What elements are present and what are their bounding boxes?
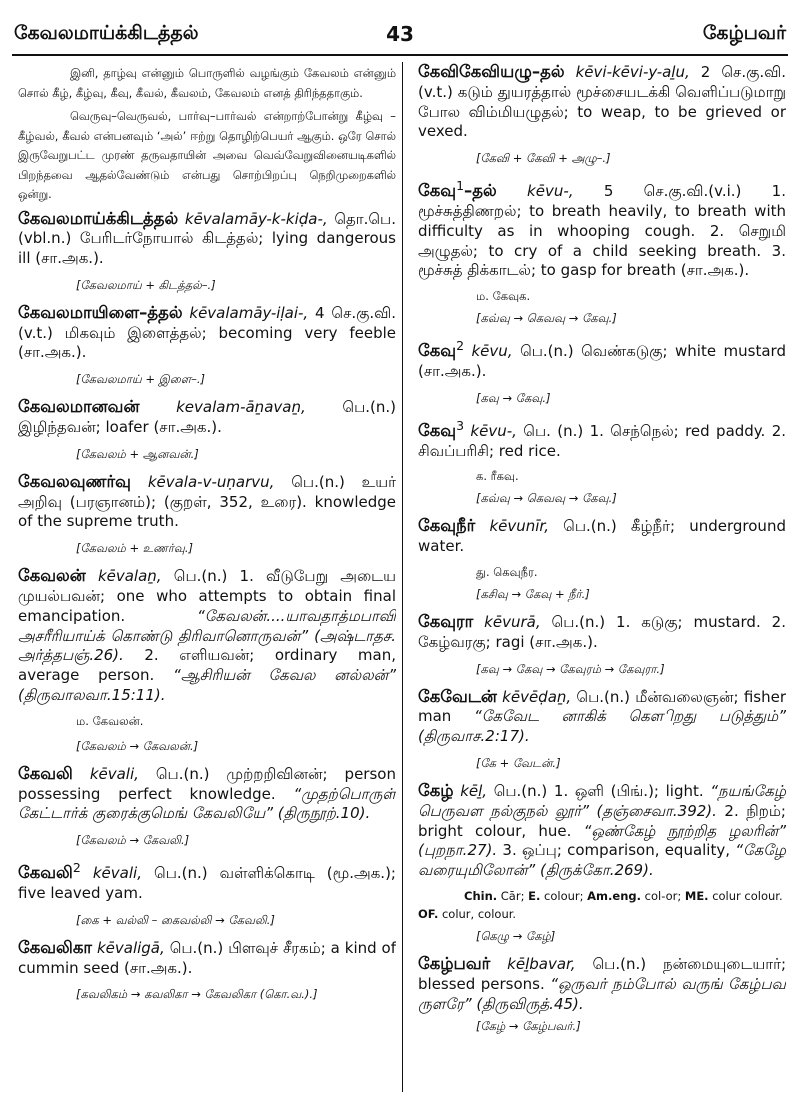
etymology: [கேவலம் + உணர்வு.]	[76, 541, 193, 556]
cognate-form: colour;	[544, 888, 584, 903]
headword: கேவு	[418, 341, 457, 361]
definition: 2 செ.கு.வி.(v.t.) கடும் துயரத்தால் மூச்சையடக்கி வெளிப்படுமாறு போல விம்மியழுதல்; to weap, to be grieved or vexed.	[418, 63, 786, 141]
citation-source: (புறநா.27).	[418, 841, 498, 860]
citation-quote: “நயங்கேழ் பெருவள நல்குநல் லூர்”	[418, 781, 786, 820]
homonym-number: 2	[456, 338, 465, 354]
cognate-form: col-or;	[644, 888, 682, 903]
transliteration: kēvalaṉ,	[97, 567, 162, 586]
cognate: ம. கேவலன்.	[76, 713, 144, 728]
definition: பெ.(n.) நன்மையுடையார்; blessed persons.	[418, 954, 786, 993]
dictionary-entry	[418, 516, 786, 557]
definition: பெ.(n.) மீன்வலைஞன்; fisher man	[418, 687, 786, 726]
headword: கேழ்	[418, 780, 454, 800]
header-rule	[12, 54, 788, 56]
transliteration: kēvu,	[471, 342, 513, 361]
dictionary-entry	[18, 397, 396, 438]
etymology: [கேவலம் + ஆனவன்.]	[76, 446, 199, 461]
dictionary-entry	[18, 472, 396, 532]
cognate-form: Cār;	[500, 888, 525, 903]
definition: 2. நிறம்; bright colour, hue.	[418, 801, 786, 840]
etymology: [கவு → கேவு.]	[476, 390, 551, 405]
headword: கேவுநீர்	[418, 516, 476, 536]
etymology: [கேழ் → கேழ்பவர்.]	[476, 1019, 581, 1034]
page-number: 43	[386, 22, 414, 46]
dictionary-entry	[418, 781, 786, 881]
citation-source: (அஷ்டாதச. அர்த்தபஞ்.26).	[18, 626, 396, 665]
cognate: ம. கேவுக.	[476, 289, 531, 304]
definition: பெ.(n.) 1. ஒளி (பிங்.); light.	[493, 781, 704, 800]
lang-abbr: Chin.	[464, 888, 498, 903]
headword: கேவலமானவன்	[18, 397, 140, 417]
headword: கேழ்பவர்	[418, 953, 491, 973]
dictionary-entry	[18, 764, 396, 824]
transliteration: kēvi-kēvi-y-aḻu,	[575, 63, 690, 81]
homonym-number: 1	[456, 178, 465, 194]
citation-quote: “கேவலன்....யாவதாத்மபாவி அசரீரியாய்க் கொண்டு திரிவானொருவன்”	[18, 606, 396, 645]
dictionary-entry	[418, 62, 786, 142]
dictionary-entry	[18, 566, 396, 706]
dictionary-entry	[418, 176, 786, 281]
definition: பெ.(n.) 1. கடுகு; mustard. 2. கேழ்வரகு; ragi (சா.அக.).	[418, 612, 786, 651]
etymology: [கை + வல்லி – கைவல்லி → கேவலி.]	[76, 912, 275, 927]
dictionary-entry	[418, 416, 786, 462]
citation-source: (திருவாச.2:17).	[418, 727, 530, 746]
headword: கேவேடன்	[418, 686, 497, 706]
etymology: [கசிவு → கேவு + நீர்.]	[476, 586, 590, 601]
header-left-guide-word: கேவலமாய்க்கிடத்தல்	[14, 22, 199, 44]
lang-abbr: E.	[528, 888, 541, 903]
citation-source: (திருக்கோ.269).	[539, 861, 654, 880]
citation-source: (தஞ்சைவா.392).	[596, 801, 717, 820]
headword: கேவலமாயிளை–த்தல்	[18, 302, 183, 322]
right-column	[418, 62, 786, 1044]
definition: பெ.(n.) 1. வீடுபேறு அடைய முயல்பவன்; one who attempts to obtain final emancipation.	[18, 567, 396, 625]
lang-abbr: OF.	[418, 906, 439, 921]
lang-abbr: Am.eng.	[587, 888, 641, 903]
cognate: க. ரீகவு.	[476, 469, 519, 484]
etymology: [கெழு → கேழ்]	[476, 928, 556, 943]
transliteration: kēvēḍaṉ,	[502, 687, 572, 706]
definition: 3. ஒப்பு; comparison, equality,	[502, 841, 730, 860]
definition: பெ. (n.) 1. செந்நெல்; red paddy. 2. சிவப்பரிசி; red rice.	[418, 421, 786, 460]
headword: கேவு	[418, 420, 457, 440]
etymology: [கேவலமாய் + கிடத்தல்–.]	[76, 277, 216, 292]
cognate	[418, 887, 786, 923]
dictionary-entry	[18, 938, 396, 979]
transliteration: kēvalamāy-k-kiḍa-,	[184, 209, 328, 228]
homonym-number: 3	[456, 417, 465, 433]
transliteration: kēvalamāy-iḷai-,	[189, 303, 309, 322]
etymology-note: இனி, தாழ்வு என்னும் பொருளில் வழங்கும் கேவலம் என்னும் சொல் கீழ், கீழ்வு, கீவு, கீவல், கீவலம், கேவலம் எனத் திரிந்ததாகும்.	[18, 66, 396, 100]
cognate-form: colur colour.	[712, 888, 783, 903]
transliteration: kēvunīr,	[489, 517, 549, 536]
headword: கேவலி	[18, 763, 73, 783]
citation-source: (திருவிருத்.45).	[476, 994, 584, 1013]
headword: கேவலவுணர்வு	[18, 471, 131, 491]
definition: 5 செ.கு.வி.(v.i.) 1. மூச்சுத்திணறல்; to breath heavily, to breath with difficulty as in whooping cough. 2. செறுமி அழுதல்; to cry of a child seeking breath. 3. மூச்சுத் திக்காடல்; to gasp for breath (சா.அக.).	[418, 182, 786, 280]
headword: கேவலன்	[18, 566, 86, 586]
homonym-number: 2	[72, 860, 81, 876]
citation-source: (திருவாலவா.15:11).	[18, 686, 166, 705]
definition: 2. எளியவன்; ordinary man, average person.	[18, 646, 396, 685]
definition: பெ.(n.) முற்றறிவினன்; person possessing perfect knowledge.	[18, 764, 396, 803]
definition: பெ.(n.) இழிந்தவன்; loafer (சா.அக.).	[18, 398, 396, 437]
dictionary-entry	[418, 954, 786, 1014]
headword: கேவலி	[18, 863, 73, 883]
etymology: [கே + வேடன்.]	[476, 755, 561, 770]
transliteration: kēvu-,	[470, 421, 517, 440]
definition: பெ.(n.) கீழ்நீர்; underground water.	[418, 517, 786, 556]
cognate: து. கெவுநீர.	[476, 564, 538, 579]
transliteration: kēvali,	[89, 764, 139, 783]
citation-source: (திருநூற்.10).	[277, 804, 371, 823]
definition: தொ.பெ.(vbl.n.) பேரிடர்நோயால் கிடத்தல்; lying dangerous ill (சா.அக.).	[18, 209, 396, 268]
left-column	[18, 62, 396, 1012]
transliteration: kēḻbavar,	[507, 954, 576, 973]
definition: 4 செ.கு.வி.(v.t.) மிகவும் இளைத்தல்; becoming very feeble (சா.அக.).	[18, 303, 396, 362]
headword: கேவலிகா	[18, 937, 93, 957]
headword: கேவுரா	[418, 611, 474, 631]
definition: பெ.(n.) வெண்கடுகு; white mustard (சா.அக.).	[418, 342, 786, 380]
citation-quote: “கேவேட னாகிக் கௌிறது படுத்தும்”	[473, 707, 786, 726]
transliteration: kēvurā,	[484, 612, 541, 631]
citation-quote: “கேழே வரையுமிலோன்”	[418, 841, 786, 880]
headword: கேவலமாய்க்கிடத்தல்	[18, 208, 179, 228]
transliteration: kēvaligā,	[96, 938, 165, 957]
etymology: [கேவி + கேவி + அழு–.]	[476, 151, 611, 166]
header-right-guide-word: கேழ்பவர்	[702, 22, 786, 44]
etymology: [கேவலம் → கேவலன்.]	[76, 738, 199, 753]
citation-quote: “ஒருவர் நம்போல் வருங் கேழ்பவ ருளரே”	[418, 974, 786, 1013]
column-divider	[402, 62, 403, 1092]
definition: பெ.(n.) வள்ளிக்கொடி (மூ.அக.); five leaved yam.	[18, 864, 396, 903]
citation-quote: “ஆசிரியன் கேவல னல்லன்”	[173, 666, 396, 685]
etymology: [கேவலமாய் + இளை–.]	[76, 372, 205, 387]
etymology: [கேவலம் → கேவலி.]	[76, 833, 190, 848]
definition: பெ.(n.) உயர் அறிவு (பரஞானம்); (குறள், 352, உரை). knowledge of the supreme truth.	[18, 472, 396, 531]
citation-quote: “முதற்பொருள் கேட்டார்க் குரைக்குமெங் கேவலியே”	[18, 784, 396, 823]
headword: கேவு	[418, 181, 457, 201]
transliteration: kēḻ,	[460, 781, 488, 800]
transliteration: kēvala-v-uṇarvu,	[147, 472, 275, 491]
dictionary-entry	[418, 336, 786, 382]
dictionary-entry	[18, 303, 396, 363]
etymology: [கவு → கேவு → கேவுரம் → கேவுரா.]	[476, 661, 665, 676]
etymology: [கவலிகம் → கவலிகா → கேவலிகா (கொ.வ.).]	[76, 987, 318, 1002]
dictionary-entry	[418, 612, 786, 653]
transliteration: kēvu-,	[527, 182, 574, 201]
headword: கேவிகேவியழு–தல்	[418, 62, 565, 81]
headword-suffix: –தல்	[464, 181, 497, 201]
citation-quote: “ஒண்கேழ் நூற்றித ழலரின்”	[583, 821, 786, 840]
dictionary-entry	[18, 858, 396, 904]
etymology: [கவ்வு → கெவவு → கேவு.]	[476, 491, 617, 506]
dictionary-entry	[18, 209, 396, 269]
lang-abbr: ME.	[684, 888, 709, 903]
transliteration: kevalam-āṉavaṉ,	[176, 398, 306, 417]
etymology-note: வெருவு–வெருவல், பார்வு–பார்வல் என்றாற்போன்று கீழ்வு – கீழ்வல், கீவல் என்பனவும் ‘அல்’ ஈற்று தொழிற்பெயர் ஆகும். ஒரே சொல் இருவேறுபட்ட முரண் தருவதாயின் அவை வெவ்வேறுவினையடிகளில் பிறந்தவை ஆதல்வேண்டும் என்பது சொற்பிறப்பு நெறிமுறைகளில் ஒன்று.	[18, 109, 396, 201]
cognate-form: colur, colour.	[441, 906, 517, 921]
etymology: [கவ்வு → கெவவு → கேவு.]	[476, 311, 617, 326]
transliteration: kēvali,	[92, 864, 142, 883]
definition: பெ.(n.) பிளவுச் சீரகம்; a kind of cummin seed (சா.அக.).	[18, 938, 396, 977]
dictionary-entry	[418, 687, 786, 747]
